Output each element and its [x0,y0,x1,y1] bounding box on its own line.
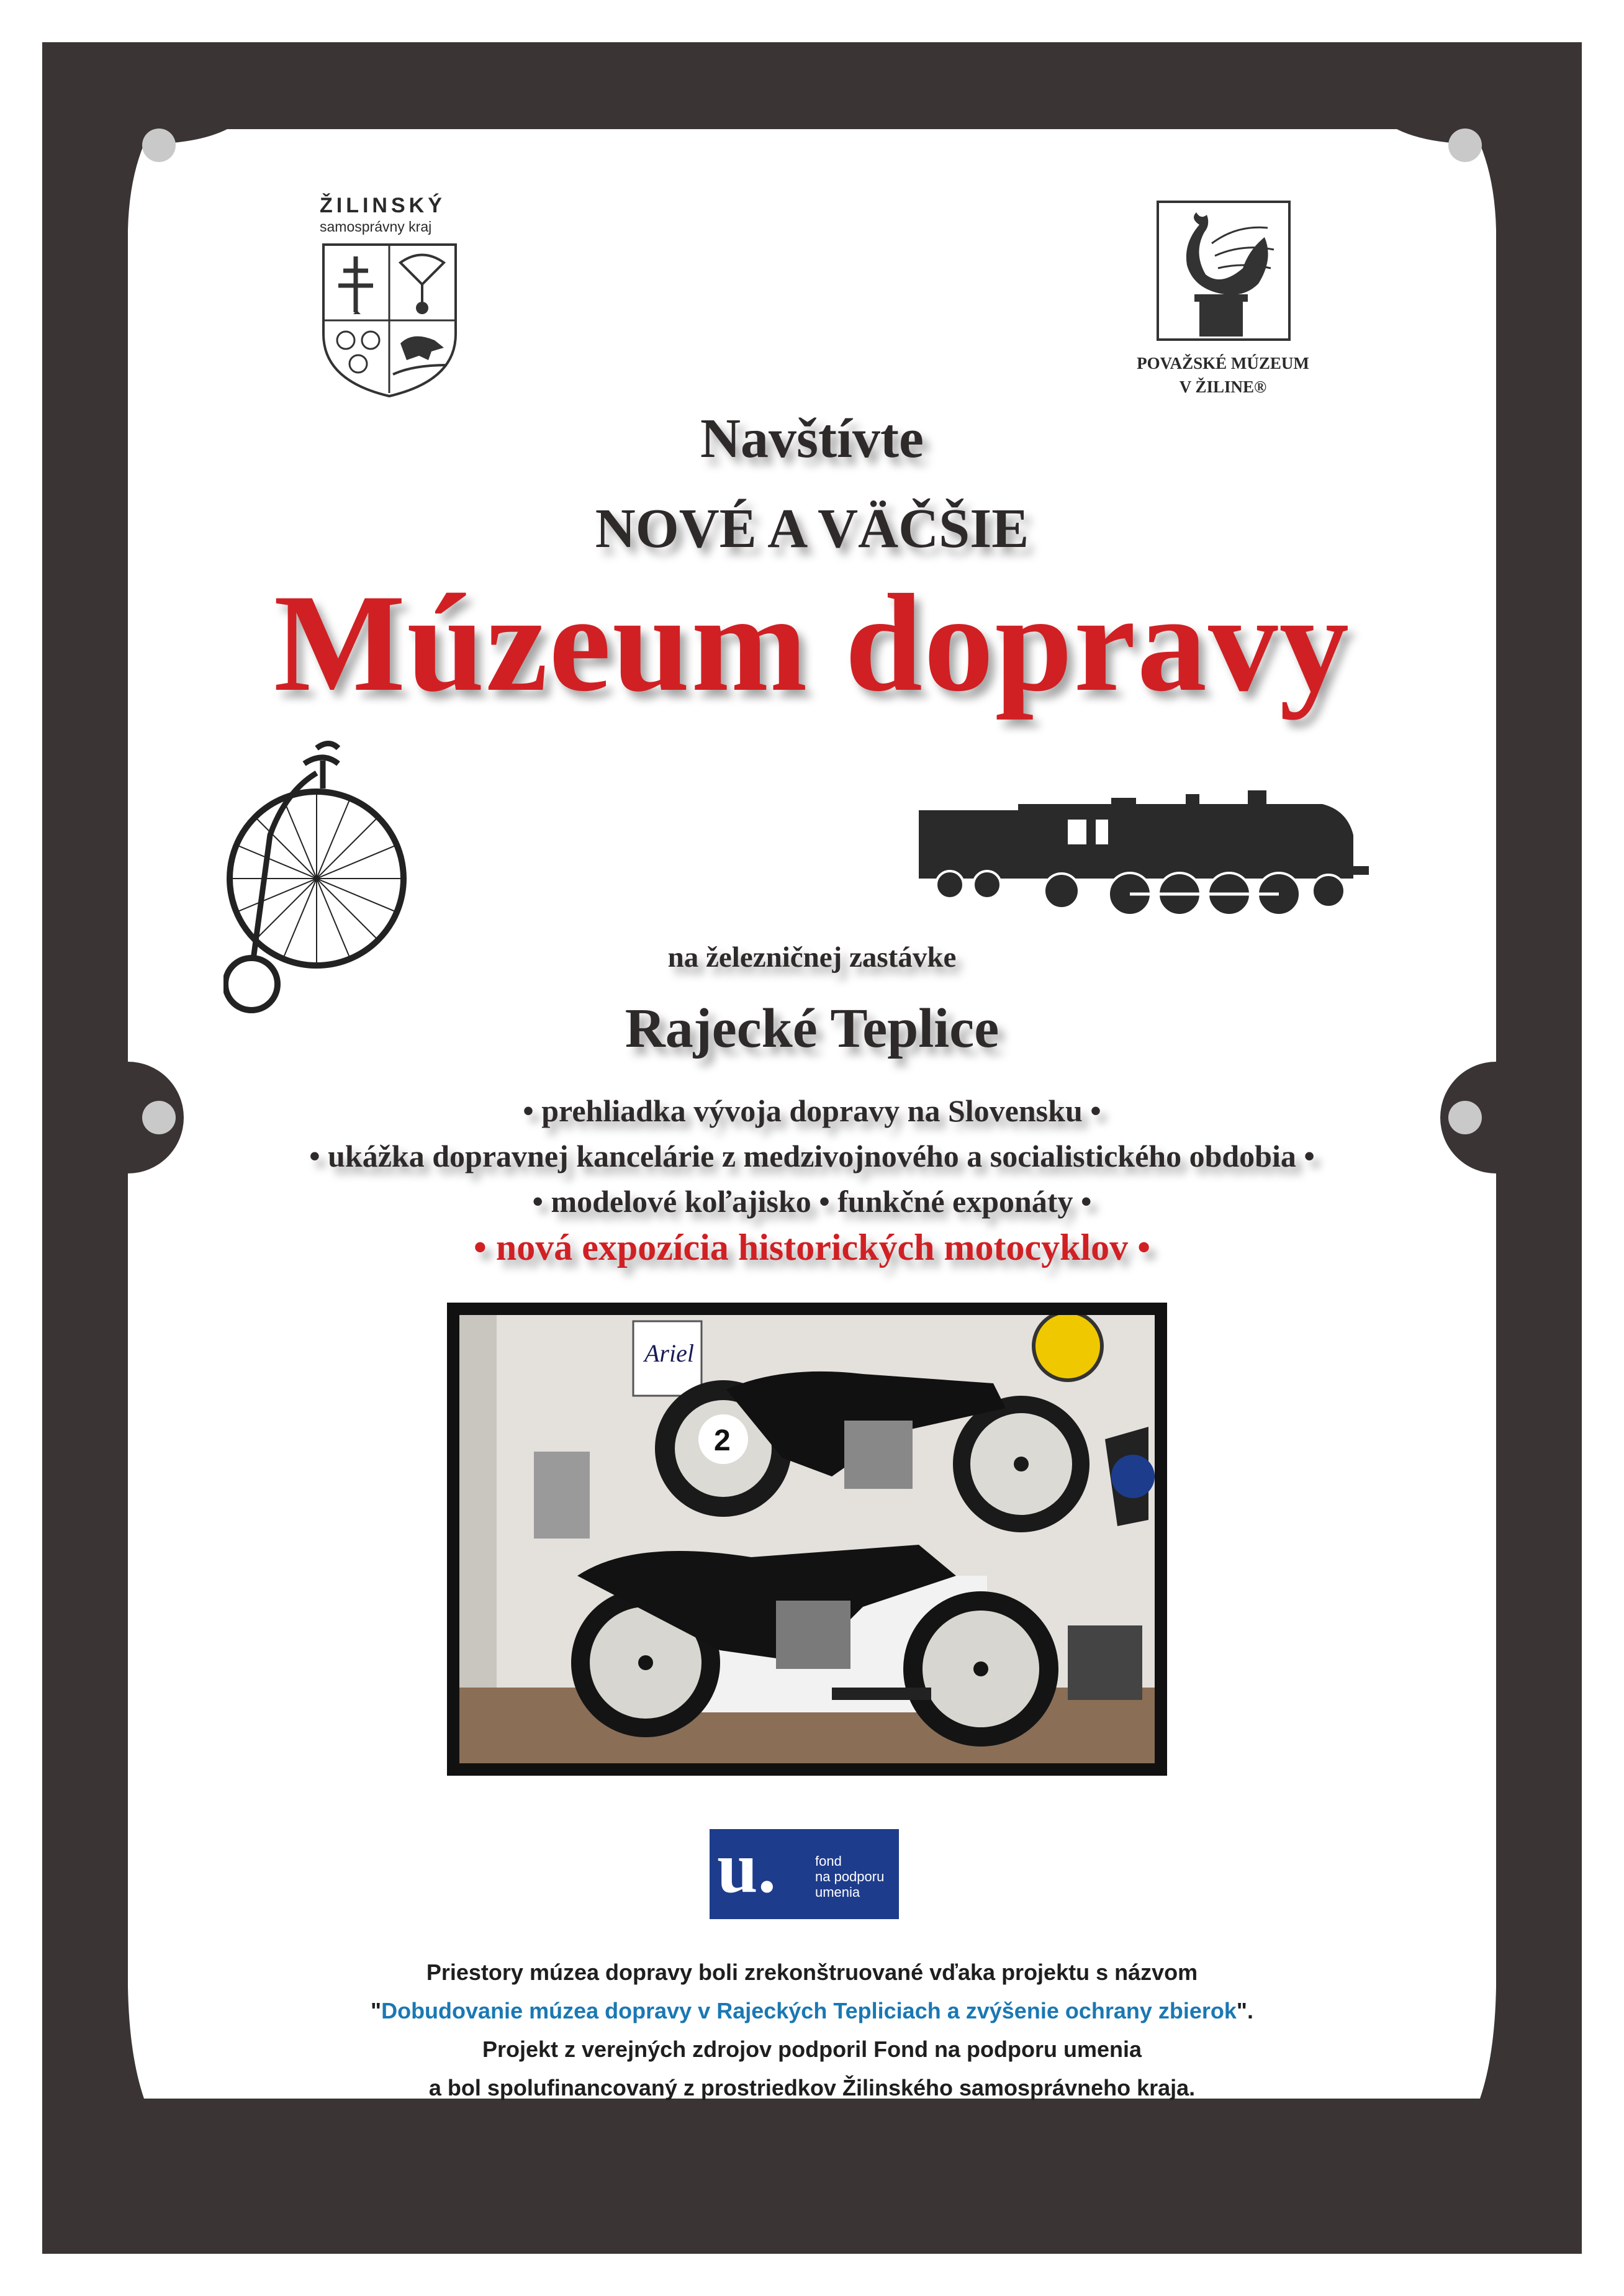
footer-line: Projekt z verejných zdrojov podporil Fond na podporu umenia [482,2036,1142,2062]
penny-farthing-bicycle-icon [223,736,410,1028]
headline-newer-bigger: NOVÉ A VÄČŠIE [595,498,1029,559]
rivet-top-left [142,129,176,162]
fund-logo-text: umenia [815,1884,860,1900]
zilinsky-coat-of-arms-icon [320,241,459,399]
bullet-item: • ukážka dopravnej kancelárie z medzivojnového a socialistického obdobia • [309,1139,1315,1173]
headline-visit: Navštívte [700,408,924,469]
zilinsky-kraj-name: ŽILINSKÝ [320,194,446,217]
povazske-muzeum-rooster-icon [1156,200,1291,341]
povazske-muzeum-name: POVAŽSKÉ MÚZEUM [1137,354,1309,373]
page-title: Múzeum dopravy [273,565,1351,720]
ariel-sign: Ariel [644,1339,694,1367]
bullet-item: • modelové koľajisko • funkčné exponáty • [532,1184,1092,1219]
rivet-top-right [1448,129,1482,162]
footer-project-line [0,1998,1624,2024]
footer-line: Priestory múzea dopravy boli zrekonštruované vďaka projektu s názvom [426,1959,1198,1985]
bullet-item: • prehliadka vývoja dopravy na Slovensku • [523,1093,1101,1128]
fund-logo-text: fond [815,1853,842,1869]
footer-line: a bol spolufinancovaný z prostriedkov Žilinského samosprávneho kraja. [428,2075,1196,2100]
fund-logo-letter: u. [717,1827,777,1908]
motorcycles-photo [459,1315,1155,1763]
bullet-item-highlight: • nová expozícia historických motocyklov • [473,1227,1151,1268]
steam-locomotive-icon [913,785,1372,916]
footer-quote-open: " [371,1998,382,2023]
fund-logo-text: na podporu [815,1869,885,1884]
location-town: Rajecké Teplice [625,998,999,1059]
location-stop: na železničnej zastávke [667,941,957,974]
race-number: 2 [714,1424,731,1457]
povazske-muzeum-city: V ŽILINE® [1179,377,1267,396]
zilinsky-kraj-subtitle: samosprávny kraj [320,219,432,235]
footer-quote-close: ". [1236,1998,1253,2023]
project-name: Dobudovanie múzea dopravy v Rajeckých Tepliciach a zvýšenie ochrany zbierok [381,1998,1237,2023]
